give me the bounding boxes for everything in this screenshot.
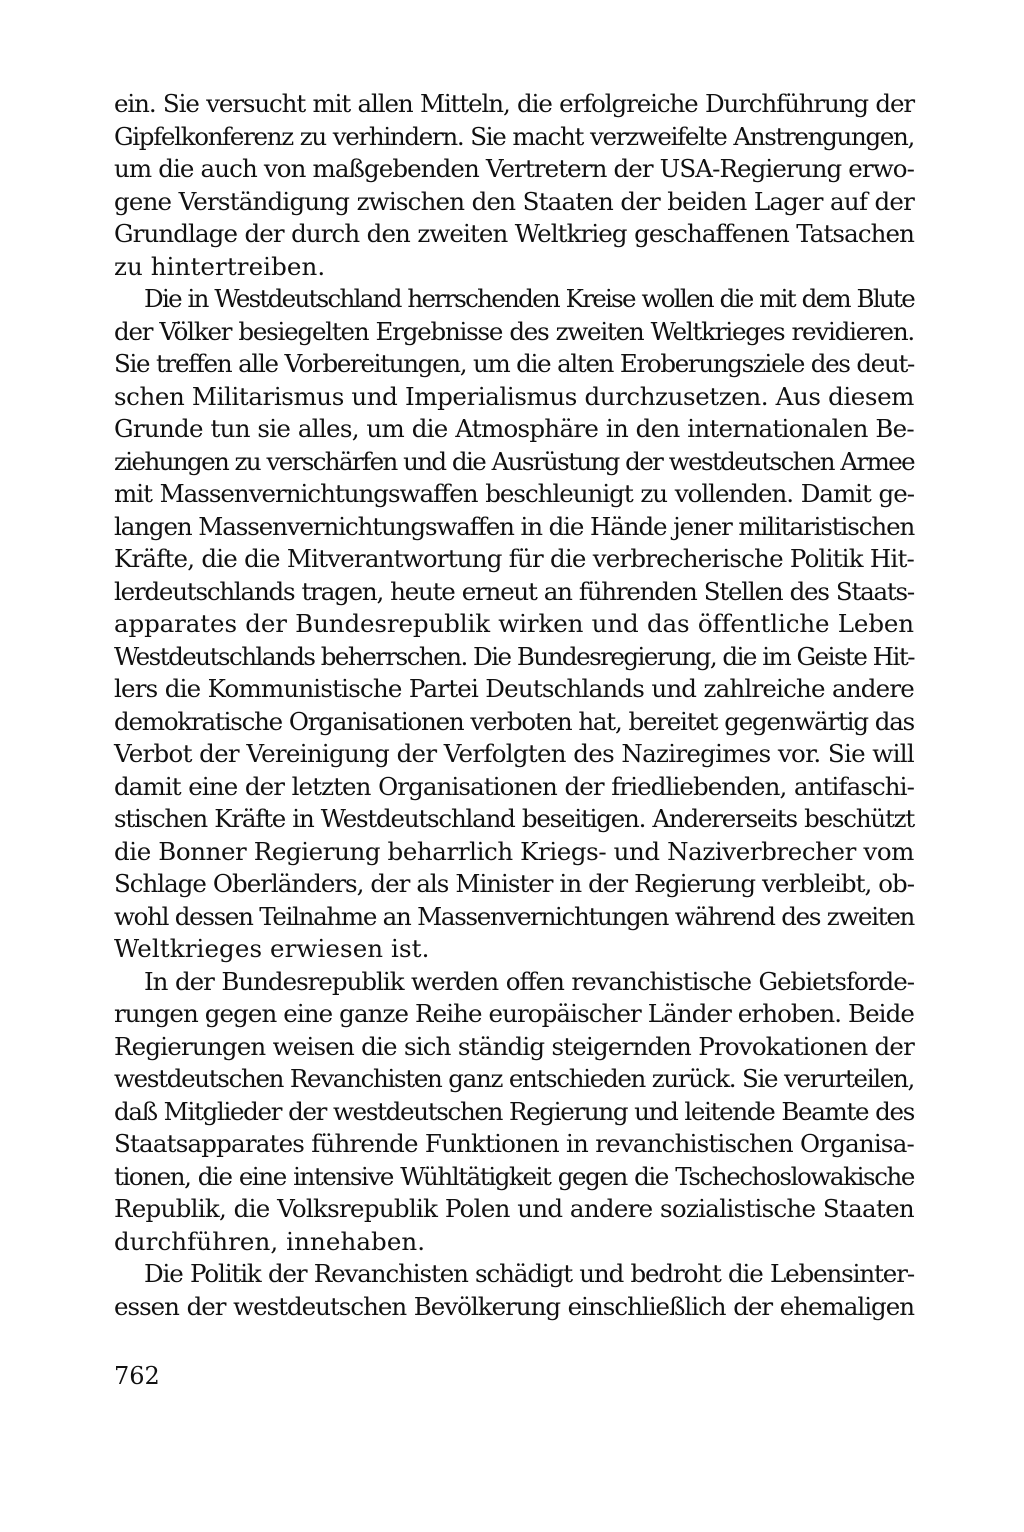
text-line: Die in Westdeutschland herrschenden Kreise wollen die mit dem Blute — [144, 284, 914, 313]
text-line: lers die Kommunistische Partei Deutschlands und zahlreiche andere — [114, 674, 914, 703]
text-line: der Völker besiegelten Ergebnisse des zweiten Weltkrieges revidieren. — [114, 316, 914, 346]
text-line: schen Militarismus und Imperialismus durchzusetzen. Aus diesem — [114, 381, 914, 411]
text-line: Grunde tun sie alles, um die Atmosphäre in den internationalen Be- — [114, 414, 914, 443]
text-line: tionen, die eine intensive Wühltätigkeit gegen die Tschechoslowakische — [114, 1161, 914, 1191]
text-line: Schlage Oberländers, der als Minister in der Regierung verbleibt, ob- — [114, 869, 914, 898]
text-line: Weltkrieges erwiesen ist. — [114, 934, 430, 963]
text-line: Westdeutschlands beherrschen. Die Bundesregierung, die im Geiste Hit- — [114, 641, 914, 671]
text-line: daß Mitglieder der westdeutschen Regierung und leitende Beamte des — [114, 1096, 914, 1126]
text-line: Regierungen weisen die sich ständig steigernden Provokationen der — [114, 1031, 914, 1061]
text-line: durchführen, innehaben. — [114, 1226, 426, 1256]
text-line: Staatsapparates führende Funktionen in revanchistischen Organisa- — [114, 1129, 914, 1158]
text-line: Gipfelkonferenz zu verhindern. Sie macht verzweifelte Anstrengungen, — [114, 121, 914, 151]
text-line: demokratische Organisationen verboten hat, bereitet gegenwärtig das — [114, 706, 914, 736]
text-line: um die auch von maßgebenden Vertretern der USA-Regierung erwo- — [114, 154, 914, 183]
text-line: mit Massenvernichtungswaffen beschleunigt zu vollenden. Damit ge- — [114, 479, 914, 508]
text-line: ein. Sie versucht mit allen Mitteln, die erfolgreiche Durchführung der — [114, 89, 914, 118]
text-line: Die Politik der Revanchisten schädigt und bedroht die Lebensinter- — [144, 1259, 914, 1288]
text-line: Republik, die Volksrepublik Polen und andere sozialistische Staaten — [114, 1194, 914, 1223]
page-number: 762 — [114, 1362, 160, 1390]
text-line: gene Verständigung zwischen den Staaten der beiden Lager auf der — [114, 186, 914, 216]
text-line: langen Massenvernichtungswaffen in die Hände jener militaristischen — [114, 511, 915, 541]
text-line: die Bonner Regierung beharrlich Kriegs- und Naziverbrecher vom — [114, 836, 914, 866]
text-line: essen der westdeutschen Bevölkerung einschließlich der ehemaligen — [114, 1291, 914, 1321]
text-line: lerdeutschlands tragen, heute erneut an führenden Stellen des Staats- — [114, 576, 914, 606]
text-line: In der Bundesrepublik werden offen revanchistische Gebietsforde- — [144, 966, 914, 996]
text-line: Sie treffen alle Vorbereitungen, um die alten Eroberungsziele des deut- — [114, 349, 914, 378]
text-line: apparates der Bundesrepublik wirken und das öffentliche Leben — [114, 609, 914, 638]
text-line: zu hintertreiben. — [114, 251, 326, 281]
text-line: Grundlage der durch den zweiten Weltkrieg geschaffenen Tatsachen — [114, 219, 914, 248]
body-text — [114, 88, 914, 1323]
text-line: damit eine der letzten Organisationen der friedliebenden, antifaschi- — [114, 771, 914, 801]
text-line: wohl dessen Teilnahme an Massenvernichtungen während des zweiten — [114, 901, 914, 931]
text-line: rungen gegen eine ganze Reihe europäischer Länder erhoben. Beide — [114, 999, 914, 1028]
text-line: stischen Kräfte in Westdeutschland beseitigen. Andererseits beschützt — [114, 804, 914, 833]
text-line: Verbot der Vereinigung der Verfolgten des Naziregimes vor. Sie will — [114, 739, 914, 768]
text-line: westdeutschen Revanchisten ganz entschieden zurück. Sie verurteilen, — [114, 1064, 914, 1093]
text-line: ziehungen zu verschärfen und die Ausrüstung der westdeutschen Armee — [114, 446, 914, 476]
text-line: Kräfte, die die Mitverantwortung für die verbrecherische Politik Hit- — [114, 544, 914, 573]
